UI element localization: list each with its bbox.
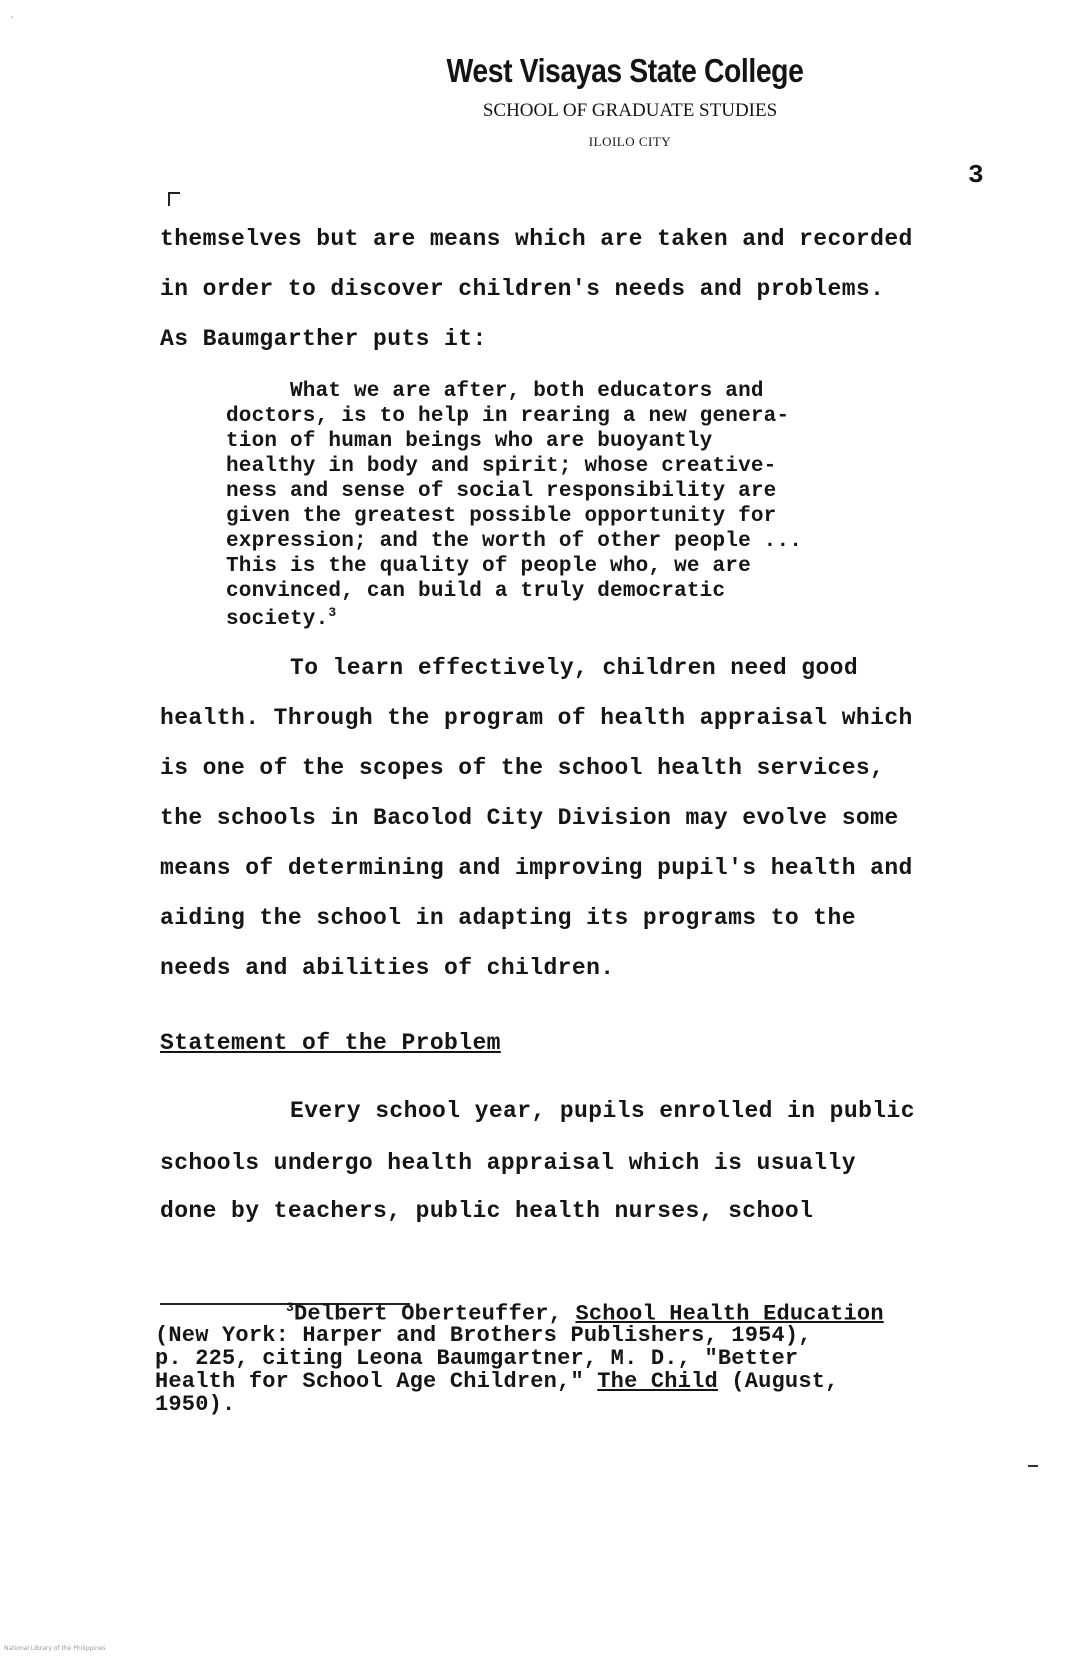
footnote-line-3: p. 225, citing Leona Baumgartner, M. D., "Better — [155, 1346, 799, 1371]
quote-line: tion of human beings who are buoyantly — [226, 430, 713, 453]
quote-line: healthy in body and spirit; whose creative- — [226, 455, 777, 478]
scan-mark: ' — [11, 15, 14, 24]
body-line: health. Through the program of health appraisal which — [160, 705, 913, 731]
footnote-author: Delbert Oberteuffer, — [294, 1301, 576, 1327]
section-heading: Statement of the Problem — [160, 1030, 501, 1056]
margin-dash — [1028, 1465, 1038, 1467]
quote-line: society. — [226, 608, 329, 631]
footnote-text: (August, — [717, 1369, 839, 1394]
quote-line: ness and sense of social responsibility are — [226, 480, 777, 503]
body-line: the schools in Bacolod City Division may evolve some — [160, 805, 899, 831]
footnote-line-2: (New York: Harper and Brothers Publishers, 1954), — [155, 1323, 812, 1348]
body-line: in order to discover children's needs and problems. — [160, 276, 885, 302]
city-name: ILOILO CITY — [588, 134, 672, 149]
body-line: Every school year, pupils enrolled in public — [290, 1098, 915, 1124]
body-line: schools undergo health appraisal which is usually — [160, 1150, 856, 1176]
quote-line: given the greatest possible opportunity for — [226, 505, 777, 528]
body-line: done by teachers, public health nurses, school — [160, 1198, 814, 1224]
quote-line: expression; and the worth of other people ... — [226, 530, 803, 553]
quote-line: This is the quality of people who, we are — [226, 555, 751, 578]
footnote-ref: 3 — [328, 605, 337, 620]
edge-text: National Library of the Philippines — [4, 1645, 106, 1652]
footnote-journal: The Child — [597, 1369, 718, 1394]
body-line: As Baumgarther puts it: — [160, 326, 487, 352]
body-line: needs and abilities of children. — [160, 955, 615, 981]
quote-line: convinced, can build a truly democratic — [226, 580, 726, 603]
body-line: is one of the scopes of the school health services, — [160, 755, 885, 781]
body-line: aiding the school in adapting its programs to the — [160, 905, 856, 931]
school-name: SCHOOL OF GRADUATE STUDIES — [482, 100, 778, 121]
institution-name: West Visayas State College — [446, 52, 804, 89]
quote-line: doctors, is to help in rearing a new genera- — [226, 405, 790, 428]
body-line: means of determining and improving pupil's health and — [160, 855, 913, 881]
quote-line: What we are after, both educators and — [290, 380, 764, 403]
page-number: 3 — [968, 160, 984, 190]
footnote-book-title: School Health Education — [575, 1301, 884, 1327]
footnote-text: Health for School Age Children," — [155, 1369, 598, 1394]
body-line: To learn effectively, children need good — [290, 655, 859, 681]
quote-last-line — [226, 605, 336, 631]
footnote-number: 3 — [286, 1300, 295, 1315]
corner-mark — [168, 192, 180, 206]
footnote-line-4 — [155, 1369, 839, 1394]
body-line: themselves but are means which are taken and recorded — [160, 226, 913, 252]
footnote-line-5: 1950). — [155, 1392, 236, 1417]
